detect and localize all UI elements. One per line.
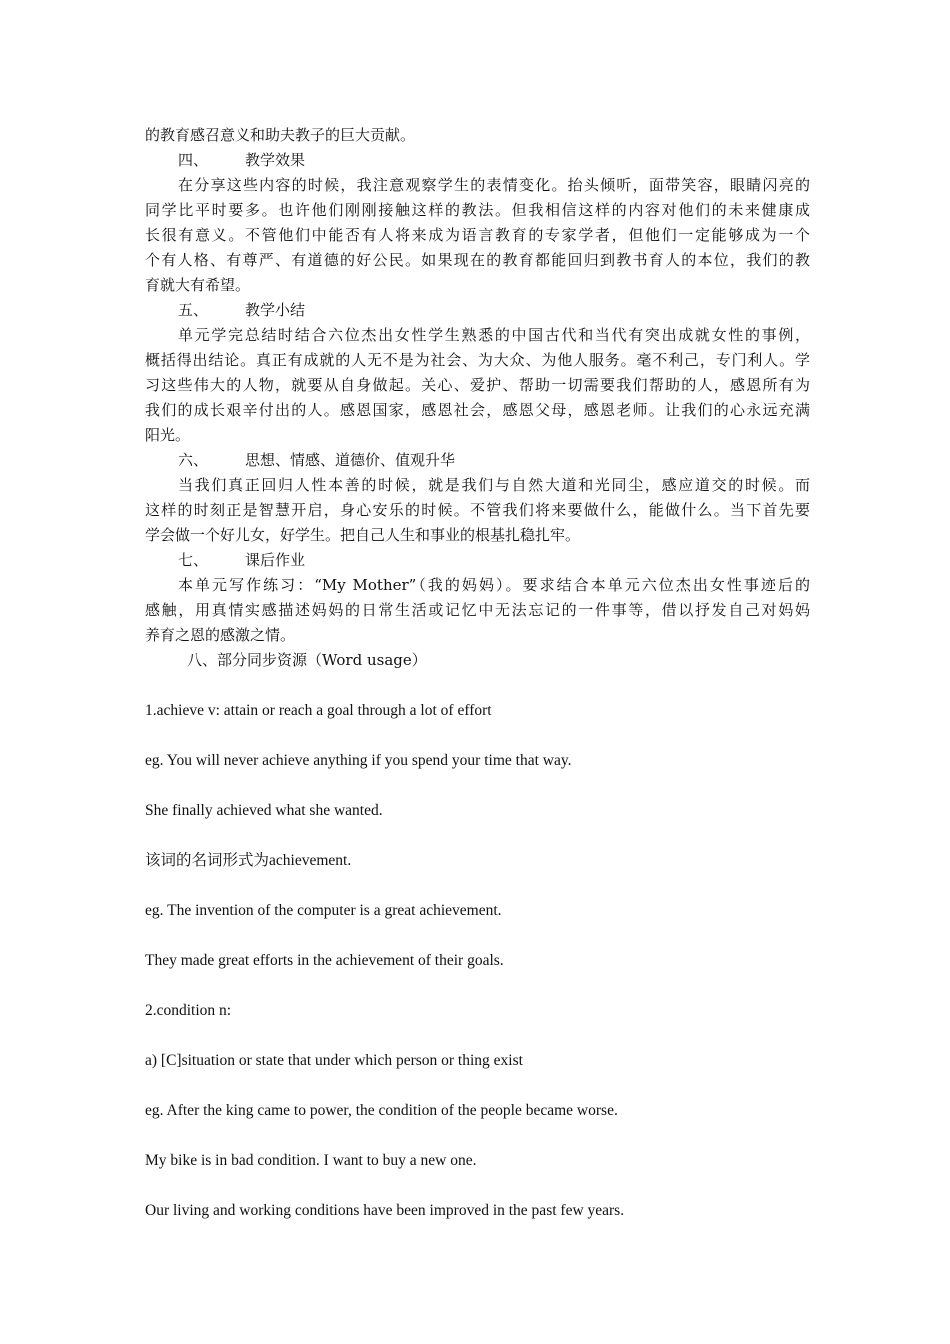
section-number: 五、 (178, 301, 209, 319)
paragraph-line: 本单元写作练习：“My Mother”（我的妈妈）。要求结合本单元六位杰出女性事迹后的 (178, 576, 810, 594)
paragraph-line: 育就大有希望。 (145, 276, 251, 294)
section-title: 课后作业 (245, 551, 306, 569)
vocab-line: They made great efforts in the achievement of their goals. (145, 952, 504, 969)
paragraph-line: 阳光。 (145, 426, 191, 444)
section-number: 七、 (178, 551, 209, 569)
vocab-line: My bike is in bad condition. I want to buy a new one. (145, 1152, 477, 1169)
vocab-line: eg. The invention of the computer is a great achievement. (145, 902, 502, 919)
vocab-line: 1.achieve v: attain or reach a goal through a lot of effort (145, 702, 492, 719)
section-heading-4 (178, 148, 810, 173)
paragraph-line: 同学比平时要多。也许他们刚刚接触这样的教法。但我相信这样的内容对他们的未来健康成 (145, 201, 810, 219)
section-heading-8: 八、部分同步资源（Word usage） (187, 651, 427, 669)
vocab-line: 该词的名词形式为achievement. (145, 852, 352, 869)
paragraph-line: 我们的成长艰辛付出的人。感恩国家，感恩社会，感恩父母，感恩老师。让我们的心永远充满 (145, 401, 810, 419)
vocab-line: eg. You will never achieve anything if you spend your time that way. (145, 752, 572, 769)
paragraph-line: 感触，用真情实感描述妈妈的日常生活或记忆中无法忘记的一件事等，借以抒发自己对妈妈 (145, 601, 810, 619)
paragraph-line: 个有人格、有尊严、有道德的好公民。如果现在的教育都能回归到教书育人的本位，我们的教 (145, 251, 810, 269)
paragraph-line: 在分享这些内容的时候，我注意观察学生的表情变化。抬头倾听，面带笑容，眼睛闪亮的 (178, 176, 810, 194)
paragraph-line: 当我们真正回归人性本善的时候，就是我们与自然大道和光同尘，感应道交的时候。而 (178, 476, 810, 494)
section-title: 教学效果 (245, 151, 306, 169)
paragraph-line: 这样的时刻正是智慧开启，身心安乐的时候。不管我们将来要做什么，能做什么。当下首先要 (145, 501, 810, 519)
paragraph-line: 概括得出结论。真正有成就的人无不是为社会、为大众、为他人服务。毫不利己，专门利人。学 (145, 351, 810, 369)
paragraph-line: 的教育感召意义和助夫教子的巨大贡献。 (145, 126, 416, 144)
section-heading-7 (178, 548, 810, 573)
paragraph-line: 单元学完总结时结合六位杰出女性学生熟悉的中国古代和当代有突出成就女性的事例， (178, 326, 810, 344)
section-number: 四、 (178, 151, 209, 169)
section-title: 教学小结 (245, 301, 306, 319)
vocab-line: 2.condition n: (145, 1002, 232, 1019)
section-number: 六、 (178, 451, 209, 469)
section-title: 思想、情感、道德价、值观升华 (245, 451, 456, 469)
vocab-line: a) [C]situation or state that under which person or thing exist (145, 1052, 523, 1069)
vocab-line: eg. After the king came to power, the condition of the people became worse. (145, 1102, 618, 1119)
vocab-line: She finally achieved what she wanted. (145, 802, 383, 819)
paragraph-line: 长很有意义。不管他们中能否有人将来成为语言教育的专家学者，但他们一定能够成为一个 (145, 226, 810, 244)
paragraph-line: 养育之恩的感激之情。 (145, 626, 296, 644)
vocab-line: Our living and working conditions have been improved in the past few years. (145, 1202, 625, 1219)
section-heading-5 (178, 298, 810, 323)
section-heading-6 (178, 448, 810, 473)
paragraph-line: 学会做一个好儿女，好学生。把自己人生和事业的根基扎稳扎牢。 (145, 526, 581, 544)
paragraph-line: 习这些伟大的人物，就要从自身做起。关心、爱护、帮助一切需要我们帮助的人，感恩所有为 (145, 376, 810, 394)
